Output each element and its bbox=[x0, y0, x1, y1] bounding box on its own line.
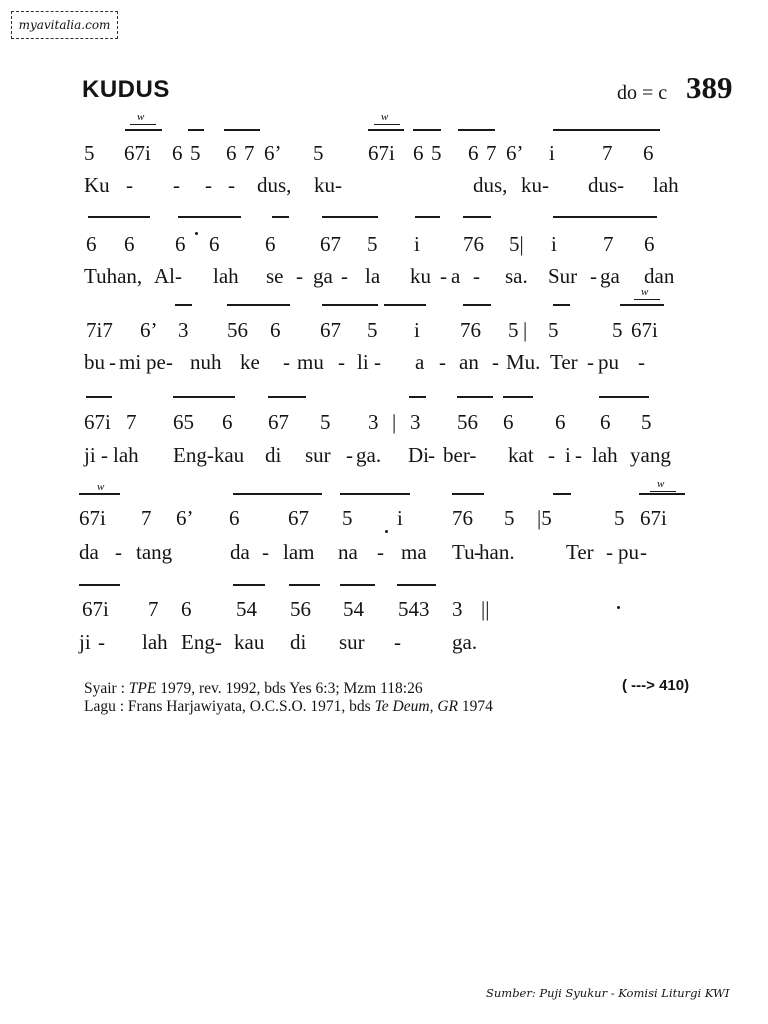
lyric-1-13: Sur bbox=[548, 264, 578, 288]
note-0-0: 5 bbox=[84, 141, 95, 165]
note-0-12: 7 bbox=[486, 141, 497, 165]
note-4-10: 5 bbox=[614, 506, 625, 530]
note-2-12: 5 bbox=[612, 318, 623, 342]
note-2-7: i bbox=[414, 318, 420, 342]
beam-line-1-1 bbox=[178, 216, 241, 218]
lyric-3-10: ber- bbox=[443, 443, 477, 467]
lyric-2-3: pe- bbox=[146, 350, 173, 374]
note-4-0: 67i bbox=[79, 506, 106, 530]
lyric-2-12: - bbox=[439, 350, 446, 374]
lyric-0-6: ku- bbox=[314, 173, 342, 197]
note-5-1: 7 bbox=[148, 597, 159, 621]
lyric-0-0: Ku bbox=[84, 173, 110, 197]
lyric-1-9: - bbox=[440, 264, 447, 288]
note-1-12: 6 bbox=[644, 232, 655, 256]
beam-line-0-0 bbox=[125, 129, 162, 131]
note-1-9: 5| bbox=[509, 232, 524, 256]
beam-line-0-2 bbox=[224, 129, 260, 131]
note-1-10: i bbox=[551, 232, 557, 256]
note-5-2: 6 bbox=[181, 597, 192, 621]
lyric-1-2: lah bbox=[213, 264, 239, 288]
lyric-1-4: - bbox=[296, 264, 303, 288]
octave-dot-0 bbox=[195, 232, 198, 235]
lyric-1-15: ga bbox=[600, 264, 620, 288]
note-3-7: | bbox=[392, 410, 397, 434]
note-2-0: 7i7 bbox=[86, 318, 113, 342]
lyric-4-7: - bbox=[377, 540, 384, 564]
lyric-3-11: kat bbox=[508, 443, 534, 467]
note-1-5: 67 bbox=[320, 232, 341, 256]
beam-line-3-2 bbox=[268, 396, 306, 398]
lyric-2-9: li bbox=[357, 350, 369, 374]
lyric-1-12: sa. bbox=[505, 264, 528, 288]
note-3-8: 3 bbox=[410, 410, 421, 434]
lyric-5-8: ga. bbox=[452, 630, 478, 654]
beam-line-1-2 bbox=[272, 216, 289, 218]
note-3-1: 7 bbox=[126, 410, 137, 434]
syair-label: Syair : bbox=[84, 680, 125, 697]
note-0-5: 7 bbox=[244, 141, 255, 165]
note-3-6: 3 bbox=[368, 410, 379, 434]
lyric-4-11: han. bbox=[479, 540, 515, 564]
beam-line-2-1 bbox=[227, 304, 290, 306]
lyric-1-3: se bbox=[266, 264, 284, 288]
note-4-6: i bbox=[397, 506, 403, 530]
note-5-8: || bbox=[481, 597, 490, 621]
beam-line-4-1 bbox=[233, 493, 322, 495]
lyric-5-1: - bbox=[98, 630, 105, 654]
octave-dot-2 bbox=[617, 606, 620, 609]
note-2-1: 6’ bbox=[140, 318, 158, 342]
note-3-9: 56 bbox=[457, 410, 478, 434]
note-5-7: 3 bbox=[452, 597, 463, 621]
lyric-3-0: ji bbox=[84, 443, 96, 467]
lyric-3-14: - bbox=[575, 443, 582, 467]
note-3-10: 6 bbox=[503, 410, 514, 434]
note-0-11: 6 bbox=[468, 141, 479, 165]
note-4-4: 67 bbox=[288, 506, 309, 530]
lyric-0-10: lah bbox=[653, 173, 679, 197]
lyric-1-1: Al- bbox=[154, 264, 182, 288]
lyric-1-11: - bbox=[473, 264, 480, 288]
lyric-2-11: a bbox=[415, 350, 425, 374]
lyric-4-13: - bbox=[606, 540, 613, 564]
beam-line-3-0 bbox=[86, 396, 112, 398]
beam-line-1-0 bbox=[88, 216, 150, 218]
lyric-3-1: - bbox=[101, 443, 108, 467]
note-1-4: 6 bbox=[265, 232, 276, 256]
lagu-source: Te Deum, GR bbox=[374, 698, 458, 715]
note-1-7: i bbox=[414, 232, 420, 256]
beam-line-5-4 bbox=[397, 584, 436, 586]
lyric-4-8: ma bbox=[401, 540, 427, 564]
lyric-2-15: Mu. bbox=[506, 350, 541, 374]
note-2-3: 56 bbox=[227, 318, 248, 342]
note-0-10: 5 bbox=[431, 141, 442, 165]
syair-credit bbox=[84, 680, 423, 698]
lyric-2-0: bu bbox=[84, 350, 105, 374]
lyric-0-2: - bbox=[173, 173, 180, 197]
lyric-5-4: kau bbox=[234, 630, 265, 654]
lyric-5-2: lah bbox=[142, 630, 168, 654]
note-3-13: 5 bbox=[641, 410, 652, 434]
lyric-3-12: - bbox=[548, 443, 555, 467]
lyric-3-6: - bbox=[346, 443, 353, 467]
lyric-0-8: ku- bbox=[521, 173, 549, 197]
note-1-6: 5 bbox=[367, 232, 378, 256]
note-5-5: 54 bbox=[343, 597, 364, 621]
note-3-4: 67 bbox=[268, 410, 289, 434]
watermark-label: myavitalia.com bbox=[11, 11, 118, 39]
note-4-9: |5 bbox=[537, 506, 552, 530]
lagu-year: 1974 bbox=[461, 698, 493, 715]
lagu-label: Lagu : bbox=[84, 698, 125, 715]
note-5-3: 54 bbox=[236, 597, 257, 621]
beam-line-0-3 bbox=[368, 129, 404, 131]
note-2-10: | bbox=[523, 318, 528, 342]
note-4-1: 7 bbox=[141, 506, 152, 530]
beam-line-1-4 bbox=[415, 216, 440, 218]
beam-line-2-4 bbox=[463, 304, 491, 306]
beam-line-4-5 bbox=[639, 493, 685, 495]
lyric-1-14: - bbox=[590, 264, 597, 288]
beam-line-0-6 bbox=[553, 129, 660, 131]
lyric-3-2: lah bbox=[113, 443, 139, 467]
beam-line-0-4 bbox=[413, 129, 441, 131]
beam-line-5-2 bbox=[289, 584, 320, 586]
beam-line-3-5 bbox=[503, 396, 533, 398]
note-3-2: 65 bbox=[173, 410, 194, 434]
note-0-7: 5 bbox=[313, 141, 324, 165]
lyric-4-4: - bbox=[262, 540, 269, 564]
beam-line-3-4 bbox=[457, 396, 493, 398]
beam-line-0-1 bbox=[188, 129, 204, 131]
lyric-1-8: ku bbox=[410, 264, 431, 288]
lyric-2-1: - bbox=[109, 350, 116, 374]
beam-line-1-3 bbox=[322, 216, 378, 218]
note-4-7: 76 bbox=[452, 506, 473, 530]
lyric-1-16: dan bbox=[644, 264, 675, 288]
lyric-5-7: - bbox=[394, 630, 401, 654]
lyric-2-13: an bbox=[459, 350, 479, 374]
note-2-5: 67 bbox=[320, 318, 341, 342]
ornament-line-4 bbox=[650, 491, 676, 492]
note-0-1: 67i bbox=[124, 141, 151, 165]
beam-line-0-5 bbox=[458, 129, 495, 131]
lyric-2-19: - bbox=[638, 350, 645, 374]
note-1-0: 6 bbox=[86, 232, 97, 256]
lyric-2-2: mi bbox=[119, 350, 142, 374]
lyric-2-7: mu bbox=[297, 350, 324, 374]
note-0-8: 67i bbox=[368, 141, 395, 165]
note-3-3: 6 bbox=[222, 410, 233, 434]
note-4-2: 6’ bbox=[176, 506, 194, 530]
beam-line-2-6 bbox=[620, 304, 664, 306]
lyric-4-15: - bbox=[640, 540, 647, 564]
lyric-5-0: ji bbox=[79, 630, 91, 654]
lyric-4-0: da bbox=[79, 540, 99, 564]
lyric-4-12: Ter bbox=[566, 540, 594, 564]
note-1-8: 76 bbox=[463, 232, 484, 256]
note-0-14: i bbox=[549, 141, 555, 165]
beam-line-1-5 bbox=[463, 216, 491, 218]
ornament-mark-0: w bbox=[137, 111, 145, 123]
note-3-5: 5 bbox=[320, 410, 331, 434]
lyric-0-7: dus, bbox=[473, 173, 508, 197]
beam-line-2-0 bbox=[175, 304, 192, 306]
lyric-4-5: lam bbox=[283, 540, 315, 564]
syair-details: 1979, rev. 1992, bds Yes 6:3; Mzm 118:26 bbox=[160, 680, 423, 697]
ornament-mark-1: w bbox=[381, 111, 389, 123]
note-0-3: 5 bbox=[190, 141, 201, 165]
lyric-2-16: Ter bbox=[550, 350, 578, 374]
lyric-3-8: Di bbox=[408, 443, 429, 467]
note-4-5: 5 bbox=[342, 506, 353, 530]
note-2-11: 5 bbox=[548, 318, 559, 342]
lyric-4-10: - bbox=[474, 540, 481, 564]
lyric-1-10: a bbox=[451, 264, 461, 288]
lyric-3-5: sur bbox=[305, 443, 331, 467]
note-5-4: 56 bbox=[290, 597, 311, 621]
lyric-0-9: dus- bbox=[588, 173, 625, 197]
lyric-4-3: da bbox=[230, 540, 250, 564]
note-2-13: 67i bbox=[631, 318, 658, 342]
beam-line-4-2 bbox=[340, 493, 410, 495]
note-5-6: 543 bbox=[398, 597, 430, 621]
beam-line-2-5 bbox=[553, 304, 570, 306]
ornament-mark-2: w bbox=[641, 286, 649, 298]
lyric-1-7: la bbox=[365, 264, 381, 288]
ornament-line-1 bbox=[374, 124, 400, 125]
lyric-3-13: i bbox=[565, 443, 571, 467]
lyric-2-6: - bbox=[283, 350, 290, 374]
beam-line-2-2 bbox=[322, 304, 378, 306]
lyric-3-4: di bbox=[265, 443, 282, 467]
beam-line-2-3 bbox=[384, 304, 426, 306]
lyric-1-6: - bbox=[341, 264, 348, 288]
note-2-8: 76 bbox=[460, 318, 481, 342]
lyric-2-4: nuh bbox=[190, 350, 222, 374]
lyric-3-16: yang bbox=[630, 443, 671, 467]
lyric-1-0: Tuhan, bbox=[84, 264, 143, 288]
note-4-3: 6 bbox=[229, 506, 240, 530]
lyric-0-4: - bbox=[228, 173, 235, 197]
lyric-2-10: - bbox=[374, 350, 381, 374]
note-4-8: 5 bbox=[504, 506, 515, 530]
lyric-4-14: pu bbox=[618, 540, 639, 564]
lyric-3-7: ga. bbox=[356, 443, 382, 467]
lyric-2-8: - bbox=[338, 350, 345, 374]
note-3-11: 6 bbox=[555, 410, 566, 434]
note-0-9: 6 bbox=[413, 141, 424, 165]
lyric-3-3: Eng-kau bbox=[173, 443, 245, 467]
beam-line-3-6 bbox=[599, 396, 649, 398]
note-3-0: 67i bbox=[84, 410, 111, 434]
lyric-4-1: - bbox=[115, 540, 122, 564]
lyric-2-5: ke bbox=[240, 350, 260, 374]
beam-line-3-1 bbox=[173, 396, 235, 398]
note-0-6: 6’ bbox=[264, 141, 282, 165]
lyric-3-9: - bbox=[428, 443, 435, 467]
note-1-2: 6 bbox=[175, 232, 186, 256]
lyric-4-6: na bbox=[338, 540, 358, 564]
note-0-2: 6 bbox=[172, 141, 183, 165]
note-1-1: 6 bbox=[124, 232, 135, 256]
octave-dot-1 bbox=[385, 530, 388, 533]
note-0-13: 6’ bbox=[506, 141, 524, 165]
ornament-mark-4: w bbox=[657, 478, 665, 490]
ornament-mark-3: w bbox=[97, 481, 105, 493]
beam-line-4-3 bbox=[452, 493, 484, 495]
lyric-4-9: Tu bbox=[452, 540, 475, 564]
lyric-2-18: pu bbox=[598, 350, 619, 374]
lagu-credit bbox=[84, 698, 493, 716]
lyric-2-17: - bbox=[587, 350, 594, 374]
beam-line-5-3 bbox=[340, 584, 375, 586]
note-1-3: 6 bbox=[209, 232, 220, 256]
source-credit: Sumber: Puji Syukur - Komisi Liturgi KWI bbox=[486, 986, 730, 1000]
note-0-4: 6 bbox=[226, 141, 237, 165]
note-0-15: 7 bbox=[602, 141, 613, 165]
beam-line-1-6 bbox=[553, 216, 657, 218]
note-4-11: 67i bbox=[640, 506, 667, 530]
lyric-0-1: - bbox=[126, 173, 133, 197]
beam-line-4-4 bbox=[553, 493, 571, 495]
lyric-5-3: Eng- bbox=[181, 630, 222, 654]
ornament-line-3 bbox=[90, 494, 116, 495]
lagu-details: Frans Harjawiyata, O.C.S.O. 1971, bds bbox=[127, 698, 371, 715]
note-2-4: 6 bbox=[270, 318, 281, 342]
beam-line-5-1 bbox=[233, 584, 265, 586]
lyric-4-2: tang bbox=[136, 540, 173, 564]
lyric-0-3: - bbox=[205, 173, 212, 197]
song-title: KUDUS bbox=[82, 76, 170, 103]
syair-author: TPE bbox=[128, 680, 157, 697]
note-5-0: 67i bbox=[82, 597, 109, 621]
song-number: 389 bbox=[686, 70, 733, 105]
ornament-line-2 bbox=[634, 299, 660, 300]
lyric-2-14: - bbox=[492, 350, 499, 374]
lyric-5-6: sur bbox=[339, 630, 365, 654]
note-2-9: 5 bbox=[508, 318, 519, 342]
beam-line-5-0 bbox=[79, 584, 120, 586]
lyric-3-15: lah bbox=[592, 443, 618, 467]
lyric-1-5: ga bbox=[313, 264, 333, 288]
cross-reference: ( ---> 410) bbox=[622, 677, 690, 694]
lyric-0-5: dus, bbox=[257, 173, 292, 197]
song-key: do = c bbox=[617, 82, 668, 104]
note-1-11: 7 bbox=[603, 232, 614, 256]
note-2-2: 3 bbox=[178, 318, 189, 342]
beam-line-3-3 bbox=[409, 396, 426, 398]
note-3-12: 6 bbox=[600, 410, 611, 434]
lyric-5-5: di bbox=[290, 630, 307, 654]
note-0-16: 6 bbox=[643, 141, 654, 165]
note-2-6: 5 bbox=[367, 318, 378, 342]
ornament-line-0 bbox=[130, 124, 156, 125]
